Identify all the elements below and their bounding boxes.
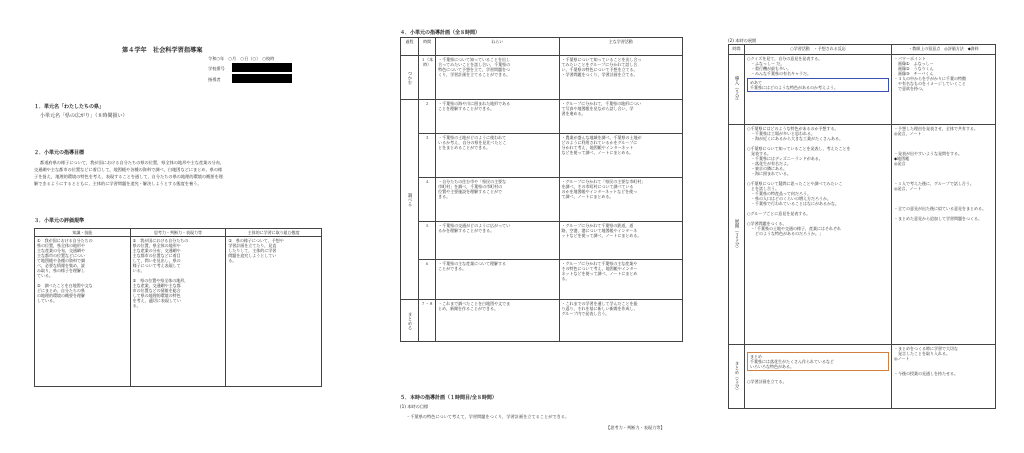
activity-line: ・千葉県にはディズニーランドがある。	[747, 156, 823, 161]
criteria-line: 主な産業の分布，交通網や	[132, 248, 181, 253]
table-row	[401, 134, 683, 178]
activity-line: ○学習計画を立てる。	[747, 379, 787, 384]
table-row	[401, 178, 683, 222]
text-line: ネットなどを使って調べ，ノートにまとめ	[561, 271, 638, 276]
text-line: ・千葉県について知っていることを出し	[438, 57, 511, 62]
activity-line: ・ふなっしー だ。	[747, 61, 785, 66]
criteria-line: 主な産業の分布，交通網や	[37, 248, 85, 253]
activity-line: ・海が近くにあるから大きな工業がたくさんある。	[747, 136, 844, 141]
activity-line: ・千葉県の特産品って何だろう。	[747, 191, 812, 196]
note-line: ◎発言，ノート	[894, 131, 922, 136]
activity-line: ・梨行機が最も多い。	[747, 66, 792, 71]
teaching-plan-table	[400, 37, 683, 342]
activity-line: とを話し合う。	[747, 186, 780, 191]
phase-label: まとめる	[401, 300, 419, 342]
criteria-line: ② 県の位置や県全体の地形，	[132, 278, 189, 283]
aim-cell	[436, 100, 559, 134]
activity-line: どのような特色があるのだろうか。」	[747, 231, 824, 236]
criteria-line: 県の位置，県全体の地形や	[132, 243, 181, 248]
activity-line: ・県の人口はどのくらいの増え方だろうか。	[747, 196, 832, 201]
criteria-line: 学習計画を立てたり，見直	[228, 243, 277, 248]
document-title: 第４学年 社会科学習指導案	[122, 47, 203, 54]
criteria-line: 様子について考え表現して	[132, 263, 181, 268]
text-line: とをまとめることができる。	[438, 145, 491, 150]
text-line: ・グループに分かれて，千葉県の地形につい	[561, 101, 642, 106]
note-line: ・１人で考えた後に，グループで話し合う。	[894, 181, 974, 186]
activity-line: ・千葉県は工場が多いと思われる。	[747, 131, 816, 136]
text-line: のかを地図帳やインターネットなどを使っ	[561, 189, 638, 194]
text-line: とめ，新聞を作ることができる。	[438, 306, 498, 311]
aim-cell	[436, 300, 559, 342]
date-line: 令和○年 ○月 ○日（○） ○校時	[208, 56, 275, 61]
note-line: 画像③ チーバくん	[894, 71, 934, 76]
time-cell: ６	[419, 260, 436, 300]
school-number-label: 学校番号	[208, 66, 225, 71]
table-cell	[745, 345, 892, 409]
activity-cell	[559, 134, 682, 178]
table-cell	[892, 125, 996, 345]
criteria-line: 主な都市の位置などについ	[37, 253, 85, 258]
time-cell: １（本時）	[419, 56, 436, 100]
text-line: い，千葉県の特色について予想を立てる。	[561, 67, 638, 72]
note-line: ・パワーポイント	[894, 56, 927, 61]
phase-label: 調べる	[401, 100, 419, 300]
activity-line: ○グループごとに意見を発表する。	[747, 211, 811, 216]
lesson-goal: ・千葉県の特色について考えて，学習問題をつくり，学習計画を立てることができる。	[406, 414, 570, 419]
table-cell	[745, 125, 892, 345]
summary-box-text: いろいろな特色がある。	[750, 364, 795, 369]
criteria-line: 県の位置，県全体の地形や	[37, 243, 85, 248]
criteria-line: を考え，適切に表現してい	[132, 298, 181, 303]
text-line: て写真や地図帳を見ながら話し合い，学	[561, 106, 634, 111]
table-cell	[35, 237, 131, 387]
table-cell	[745, 55, 892, 125]
document-page-2	[356, 0, 686, 453]
table-row	[401, 300, 683, 342]
section2-text: 解できるようにするとともに，主体的に学習問題を追究・解決しようとする態度を養う。	[34, 181, 202, 186]
criteria-line: いる。	[132, 268, 145, 273]
text-line: てみたいことをグループに分かれて話し合	[561, 62, 638, 67]
activity-cell	[559, 100, 682, 134]
note-line: ・全ての意見が出た後に似ている意見をまとめる。	[894, 206, 987, 211]
section3-heading: ３．小単元の評価規準	[34, 218, 85, 224]
text-line: きる。	[438, 194, 451, 199]
activity-line: ・海に囲まれている。	[747, 171, 792, 176]
aim-box-text: 千葉県にはどのような特色があるのか考えよう。	[750, 85, 839, 90]
criteria-line: 主な都市の位置などに着目	[132, 253, 181, 258]
section1-subtitle: 小単元名「県の広がり」（８時間扱い）	[40, 113, 128, 119]
summary-box-text: 千葉県には落花生がたくさん作られているなど	[750, 359, 835, 364]
teacher-label: 指導者	[208, 77, 221, 82]
activity-cell	[559, 56, 682, 100]
table-header: 時間	[729, 45, 745, 55]
table-header: 思考力・判断力・表現力等	[130, 229, 226, 237]
aim-cell	[436, 222, 559, 260]
time-cell: ２	[419, 100, 436, 134]
aim-box	[747, 78, 889, 92]
section5-heading: ５．本時の指導計画（１時間目/全８時間）	[400, 395, 497, 401]
text-line: その特色について考え，地図帳やインター	[561, 266, 638, 271]
aim-cell	[436, 178, 559, 222]
section2-text: 交通網や主な都市の位置などに着目して，地図帳や各種の資料で調べ，白地図などにまとめ，県の様	[34, 167, 223, 172]
criteria-line: ② 調べたことを白地図や文な	[37, 283, 93, 288]
text-line: グループ内で発表し合う。	[561, 311, 610, 316]
table-header: 主体的に学習に取り組む態度	[226, 229, 322, 237]
criteria-line: み取り，県の様子を理解し	[37, 268, 85, 273]
section2-heading: ２．小単元の指導目標	[34, 150, 85, 156]
activity-line: ○千葉県にはどのような特色があるのか予想する。	[747, 126, 839, 131]
criteria-line: 問題を追究しようとしてい	[228, 253, 277, 258]
activity-line: ・「千葉県の土地や交通の様子，産業にはそれぞれ	[747, 226, 842, 231]
activity-line: ○千葉県について知っていることを発表し，考えたことを	[747, 146, 851, 151]
table-cell	[892, 55, 996, 125]
note-line: ・まとめをつくる時に学習で大切な	[894, 346, 959, 351]
table-header: ・教師上の留意点 ◎評価方法 ◆資料	[892, 45, 996, 55]
text-line: ・農業が盛んな地域を調べ，千葉県の土地が	[561, 135, 642, 140]
text-line: て調べ，ノートにまとめる。	[561, 194, 614, 199]
section2-text: 子を捉え，地理的環境の特色を考え，表現することを通して，自分たちの県の地理的環境の概要を理	[34, 174, 223, 179]
note-line: ◎発言，ノート	[894, 186, 922, 191]
activity-cell	[559, 178, 682, 222]
text-line: ・これまで調べたことを白地図や文でま	[438, 301, 511, 306]
activity-cell	[559, 222, 682, 260]
table-cell	[226, 237, 322, 387]
criteria-line: ① 県の様子について，予想や	[228, 238, 284, 243]
text-line: いるか考え，自分の県を見比べたとこ	[438, 140, 507, 145]
activity-line: ○千葉県について疑問に思ったことや調べてみたいこ	[747, 181, 843, 186]
redaction-block	[232, 63, 292, 72]
table-header: ねらい	[436, 38, 559, 56]
section1-heading: １．単元名「わたしたちの県」	[34, 104, 105, 110]
criteria-line: して県の地理的環境の特色	[132, 293, 181, 298]
text-line: を調べ，その市町村について調べている	[561, 184, 634, 189]
criteria-line: している。	[37, 298, 57, 303]
table-header: 知識・技能	[35, 229, 131, 237]
text-line: ・グループに分かれて千葉県の主な産業や	[561, 261, 638, 266]
activity-line: ・千葉県で行われていることはなにがあるかな。	[747, 201, 840, 206]
section4-heading: ４．小単元の指導計画（全８時間）	[400, 30, 481, 36]
section-heading: (2) 本時の展開	[728, 38, 757, 43]
table-header: ○学習活動 ・予想される反応	[745, 45, 892, 55]
summary-box-title: まとめ	[750, 354, 763, 359]
table-header: 過程	[401, 38, 419, 56]
note-line: ◎発言	[894, 161, 906, 166]
activity-line: ・みんな千葉県の有名キャラだ。	[747, 71, 812, 76]
evaluation-criteria-table	[34, 228, 322, 387]
text-line: ・学習問題をつくり，学習計画を立てる。	[561, 72, 638, 77]
text-line: 習を進める。	[561, 111, 586, 116]
phase-label: 展開（３５分）	[729, 125, 745, 345]
criteria-line: ている。	[37, 273, 53, 278]
criteria-line: どにまとめ，自分たちの県	[37, 288, 85, 293]
activity-cell	[559, 300, 682, 342]
note-line: 発言したことを取り入れる。	[894, 351, 951, 356]
text-line: ットなどを使って調べ，ノートにまとめる。	[561, 233, 642, 238]
text-line: どのように利用されているかをグループに	[561, 140, 638, 145]
text-line: などを使って調べ，ノートにまとめる。	[561, 150, 634, 155]
phase-label: まとめ（５分）	[729, 345, 745, 409]
document-page-3	[700, 0, 1024, 453]
text-line: ・千葉県の土地がどのように使われて	[438, 135, 507, 140]
time-cell: ５	[419, 222, 436, 260]
note-line: ◎ノート	[894, 356, 910, 361]
criteria-line: べ，必要な情報を集め，読	[37, 263, 85, 268]
note-line: で意欲を持つ。	[894, 86, 926, 91]
note-line: ・３人の中からを手がかりに千葉の特徴	[894, 76, 967, 81]
note-line: ・発表が出やすいような発問をする。	[894, 151, 963, 156]
text-line: 位置や主要施設を理解することがで	[438, 189, 503, 194]
text-line: 特色について予想を立て，学習問題をつ	[438, 67, 510, 72]
text-line: ・千葉県について知っていることを出し合っ	[561, 57, 642, 62]
criteria-line: したりして，主体的に学習	[228, 248, 277, 253]
note-line: ◆地図帳	[894, 156, 910, 161]
activity-line: ・落花生が有名だよ。	[747, 161, 792, 166]
time-cell: ７・８	[419, 300, 436, 342]
document-page-1	[0, 0, 340, 453]
criteria-line: して，問いを見出し，県の	[132, 258, 181, 263]
text-line: ・グループに分かれて「県民の主要な市町村」	[561, 179, 646, 184]
goal-tag: 【思考力・判断力・表現力等】	[606, 425, 665, 430]
note-line: ・予想した理由を発表させ，全体で共有する。	[894, 126, 978, 131]
text-line: る。	[561, 276, 570, 281]
text-line: 路，空港，港について地図帳やインターネ	[561, 228, 638, 233]
table-row	[401, 100, 683, 134]
criteria-line: ① 我が国における自分たちの	[132, 238, 189, 243]
criteria-line: る。	[132, 303, 141, 308]
activity-line: ・東京の隣にある。	[747, 166, 788, 171]
table-header: 主な学習活動	[559, 38, 682, 56]
phase-label: つかむ	[401, 56, 419, 100]
criteria-line: の地理的環境の概要を理解	[37, 293, 85, 298]
section2-text: 都道府県の様子について，我が国における自分たちの県の位置，県全体の地形や主な産業の分布，	[40, 160, 225, 165]
criteria-line: 市の位置などの情報を総合	[132, 288, 181, 293]
lesson-development-table	[728, 44, 996, 409]
criteria-line: て地図帳や各種の資料で調	[37, 258, 85, 263]
criteria-line: 主な産業，交通網や主な都	[132, 283, 181, 288]
phase-label: 導入（５分）	[729, 55, 745, 125]
aim-cell	[436, 134, 559, 178]
text-line: くり，学習計画を立てることができる。	[438, 72, 511, 77]
text-line: ・自分たちの住む市や「県民の主要な	[438, 179, 507, 184]
text-line: ・千葉県の海や川に囲まれた地形である	[438, 101, 511, 106]
time-cell: ４	[419, 178, 436, 222]
note-line: 画像① ふなっしー	[894, 61, 934, 66]
text-line: ・千葉県の主な産業について理解する	[438, 261, 507, 266]
table-cell	[130, 237, 226, 387]
text-line: り返り，それを基に新しい新聞を作成し，	[561, 306, 638, 311]
text-line: 合ってみたいことを話し合い，千葉県の	[438, 62, 511, 67]
aim-box-title: めあて	[750, 80, 763, 85]
criteria-line: ① 我が国における自分たちの	[37, 238, 93, 243]
activity-cell	[559, 260, 682, 300]
activity-line: ○クイズを見て，自分の意見を発表する。	[747, 56, 823, 61]
note-line: ・まとめた意見から追加して学習問題をつくる。	[894, 216, 983, 221]
text-line: ・千葉県の交通がどのように広がってい	[438, 223, 511, 228]
redaction-block	[232, 74, 292, 83]
text-line: 市町村」を調べ，千葉県の市町村の	[438, 184, 503, 189]
criteria-line: る。	[228, 258, 237, 263]
text-line: ことができる。	[438, 266, 467, 271]
text-line: ・グループに分かれて千葉県の鉄道，道	[561, 223, 634, 228]
table-row	[401, 260, 683, 300]
summary-box	[747, 352, 889, 371]
text-line: 分かれて考え，地図帳やインターネット	[561, 145, 634, 150]
table-row	[401, 222, 683, 260]
text-line: るかを理解することができる。	[438, 228, 495, 233]
table-cell	[892, 345, 996, 409]
note-line: や有名なものをイメージしていくこと	[894, 81, 966, 86]
time-cell: ３	[419, 134, 436, 178]
aim-cell	[436, 260, 559, 300]
activity-line: ○学習問題をつくる。	[747, 221, 787, 226]
table-header: 時間	[419, 38, 436, 56]
aim-cell	[436, 56, 559, 100]
text-line: ・これまでの学習を通して学んだことを振	[561, 301, 638, 306]
activity-line: 発表する。	[747, 151, 772, 156]
table-row	[401, 56, 683, 100]
text-line: ことを理解することができる。	[438, 106, 495, 111]
note-line: 画像② うなりくん	[894, 66, 934, 71]
note-line: ・今後の授業の見通しを持たせる。	[894, 371, 959, 376]
section5-subheading: (1) 本時の目標	[400, 404, 429, 409]
